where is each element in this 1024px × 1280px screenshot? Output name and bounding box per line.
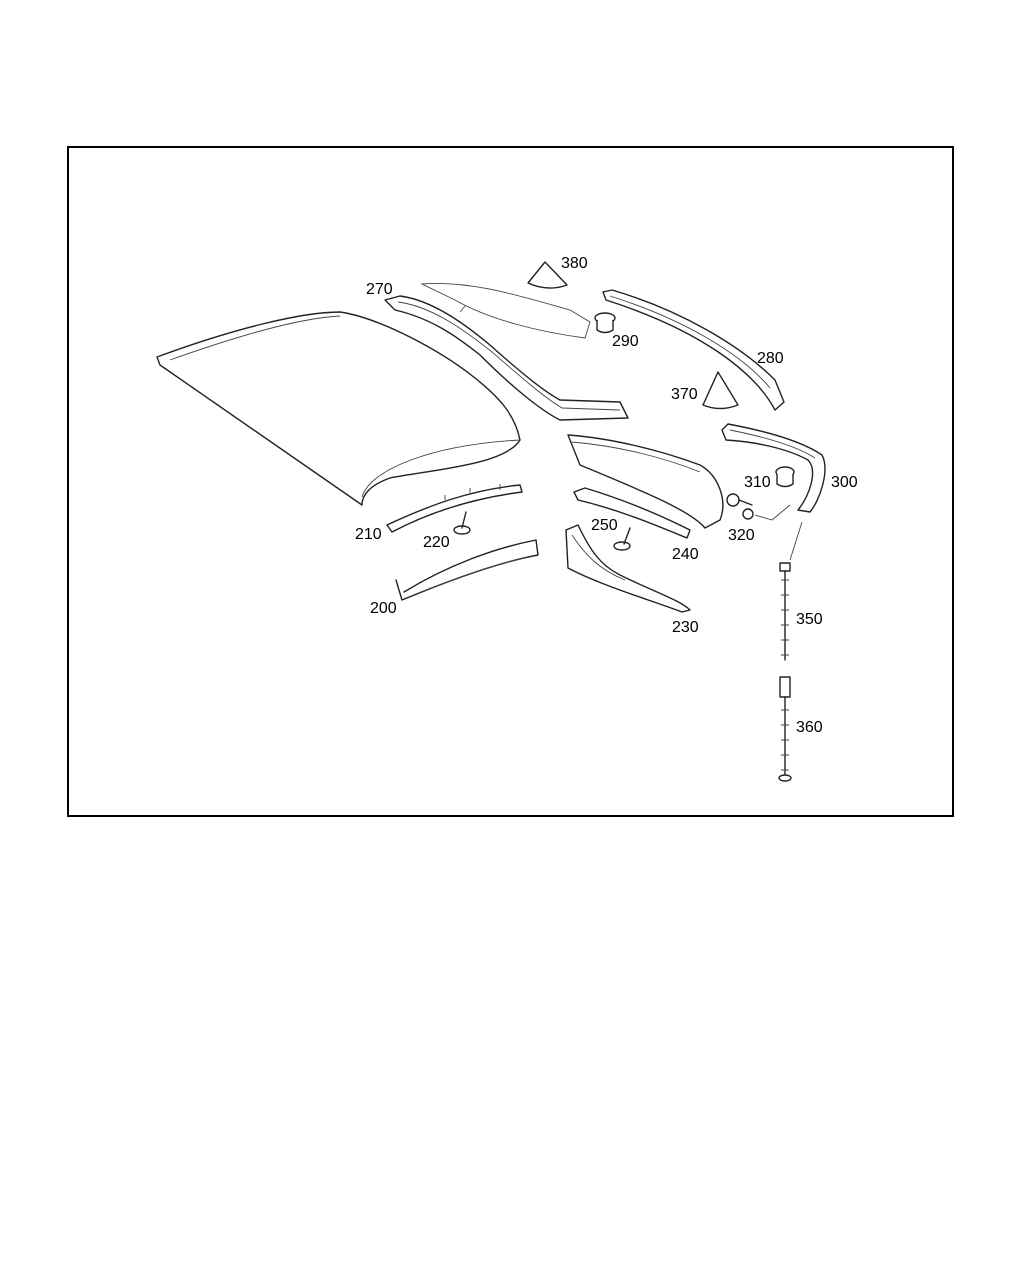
- side-panel: [568, 435, 723, 528]
- label-370: 370: [671, 386, 698, 403]
- label-360: 360: [796, 719, 823, 736]
- label-230: 230: [672, 619, 699, 636]
- label-270: 270: [366, 281, 393, 298]
- part-310-nut: [776, 467, 794, 487]
- part-270-rail: [385, 296, 628, 420]
- part-230-strip: [566, 525, 690, 612]
- label-280: 280: [757, 350, 784, 367]
- part-320-fastener: [727, 494, 790, 520]
- roof-panel: [157, 312, 520, 505]
- part-370-triangle: [703, 372, 738, 409]
- part-210-strip: [387, 484, 522, 532]
- part-360-cable: [779, 677, 791, 781]
- part-200-strip: [396, 540, 538, 600]
- label-220: 220: [423, 534, 450, 551]
- label-240: 240: [672, 546, 699, 563]
- part-350-cable: [780, 522, 802, 660]
- part-290-clip: [595, 313, 615, 333]
- seal-outline: [422, 283, 590, 338]
- label-350: 350: [796, 611, 823, 628]
- label-380: 380: [561, 255, 588, 272]
- label-210: 210: [355, 526, 382, 543]
- label-250: 250: [591, 517, 618, 534]
- label-290: 290: [612, 333, 639, 350]
- part-220-bolt: [454, 512, 470, 534]
- label-300: 300: [831, 474, 858, 491]
- label-310: 310: [744, 474, 771, 491]
- label-200: 200: [370, 600, 397, 617]
- label-320: 320: [728, 527, 755, 544]
